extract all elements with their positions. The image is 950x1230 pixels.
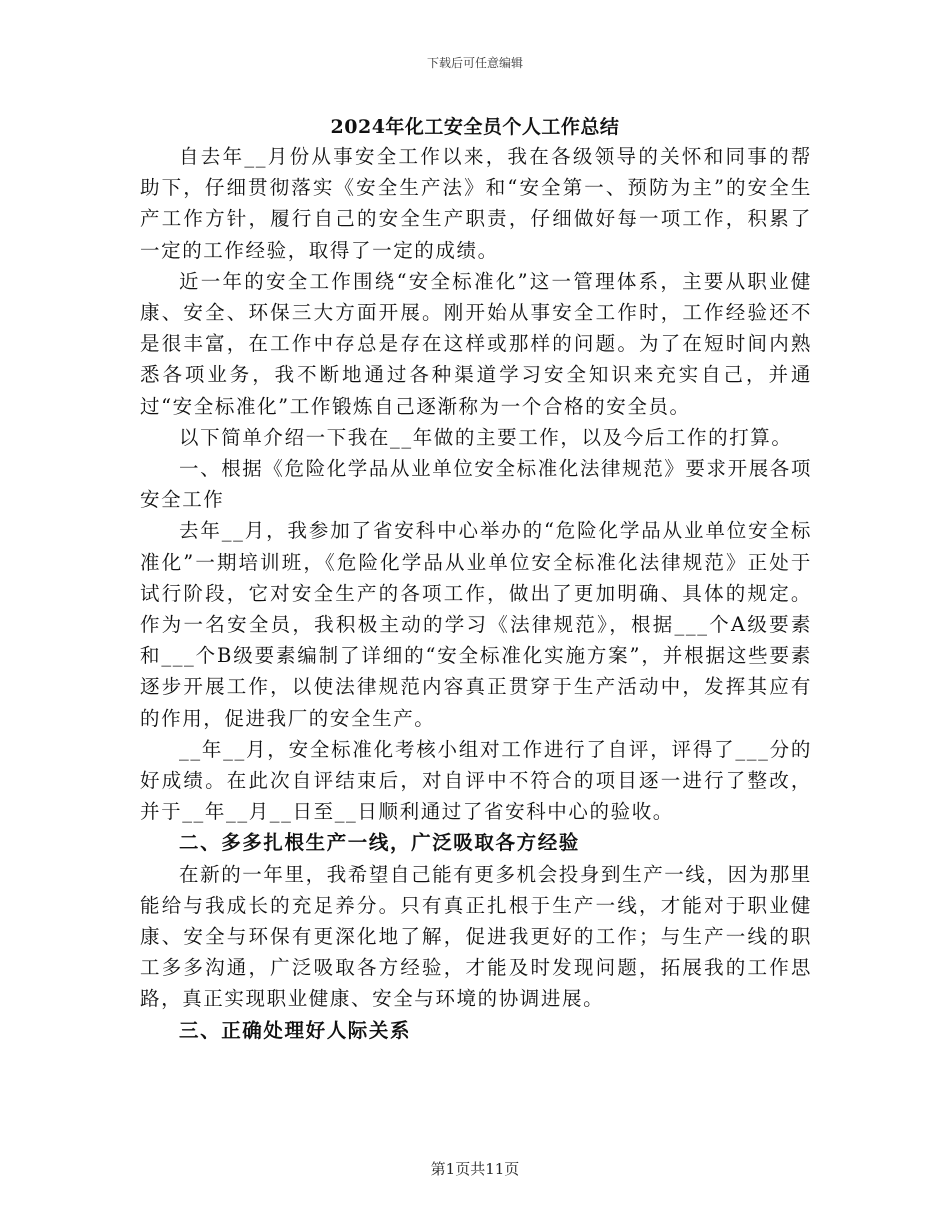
paragraph-overview: 以下简单介绍一下我在__年做的主要工作，以及今后工作的打算。 bbox=[179, 425, 793, 449]
document-body bbox=[140, 141, 812, 1046]
paragraph-assessment: __年__月，安全标准化考核小组对工作进行了自评，评得了___分的好成绩。在此次自评结束后，对自评中不符合的项目逐一进行了整改，并于__年__月__日至__日顺利通过了省安科中心的验收。 bbox=[140, 737, 812, 824]
paragraph-intro: 自去年__月份从事安全工作以来，我在各级领导的关怀和同事的帮助下，仔细贯彻落实《安全生产法》和“安全第一、预防为主”的安全生产工作方针，履行自己的安全生产职责，仔细做好每一项工作，积累了一定的工作经验，取得了一定的成绩。 bbox=[140, 145, 812, 262]
section-heading-2: 二、多多扎根生产一线，广泛吸取各方经验 bbox=[179, 831, 580, 855]
paragraph-frontline: 在新的一年里，我希望自己能有更多机会投身到生产一线，因为那里能给与我成长的充足养分。只有真正扎根于生产一线，才能对于职业健康、安全与环保有更深化地了解，促进我更好的工作；与生产一线的职工多多沟通，广泛吸取各方经验，才能及时发现问题，拓展我的工作思路，真正实现职业健康、安全与环境的协调进展。 bbox=[140, 862, 813, 1011]
page-number: 第1页共11页 bbox=[430, 1160, 520, 1178]
header-note: 下载后可任意编辑 bbox=[426, 56, 523, 70]
section-heading-1: 一、根据《危险化学品从业单位安全标准化法律规范》要求开展各项安全工作 bbox=[140, 457, 813, 512]
section-heading-3: 三、正确处理好人际关系 bbox=[179, 1018, 412, 1042]
document-title: 2024年化工安全员个人工作总结 bbox=[330, 116, 620, 138]
paragraph-focus: 近一年的安全工作围绕“安全标准化”这一管理体系，主要从职业健康、安全、环保三大方面开展。刚开始从事安全工作时，工作经验还不是很丰富，在工作中存总是存在这样或那样的问题。为了在短时间内熟悉各项业务，我不断地通过各种渠道学习安全知识来充实自己，并通过“安全标准化”工作锻炼自己逐渐称为一个合格的安全员。 bbox=[140, 269, 812, 418]
paragraph-training: 去年__月，我参加了省安科中心举办的“危险化学品从业单位安全标准化”一期培训班，《危险化学品从业单位安全标准化法律规范》正处于试行阶段，它对安全生产的各项工作，做出了更加明确、具体的规定。作为一名安全员，我积极主动的学习《法律规范》，根据___个A级要素和___个B级要素编制了详细的“安全标准化实施方案”，并根据这些要素逐步开展工作，以使法律规范内容真正贯穿于生产活动中，发挥其应有的作用，促进我厂的安全生产。 bbox=[140, 519, 812, 730]
